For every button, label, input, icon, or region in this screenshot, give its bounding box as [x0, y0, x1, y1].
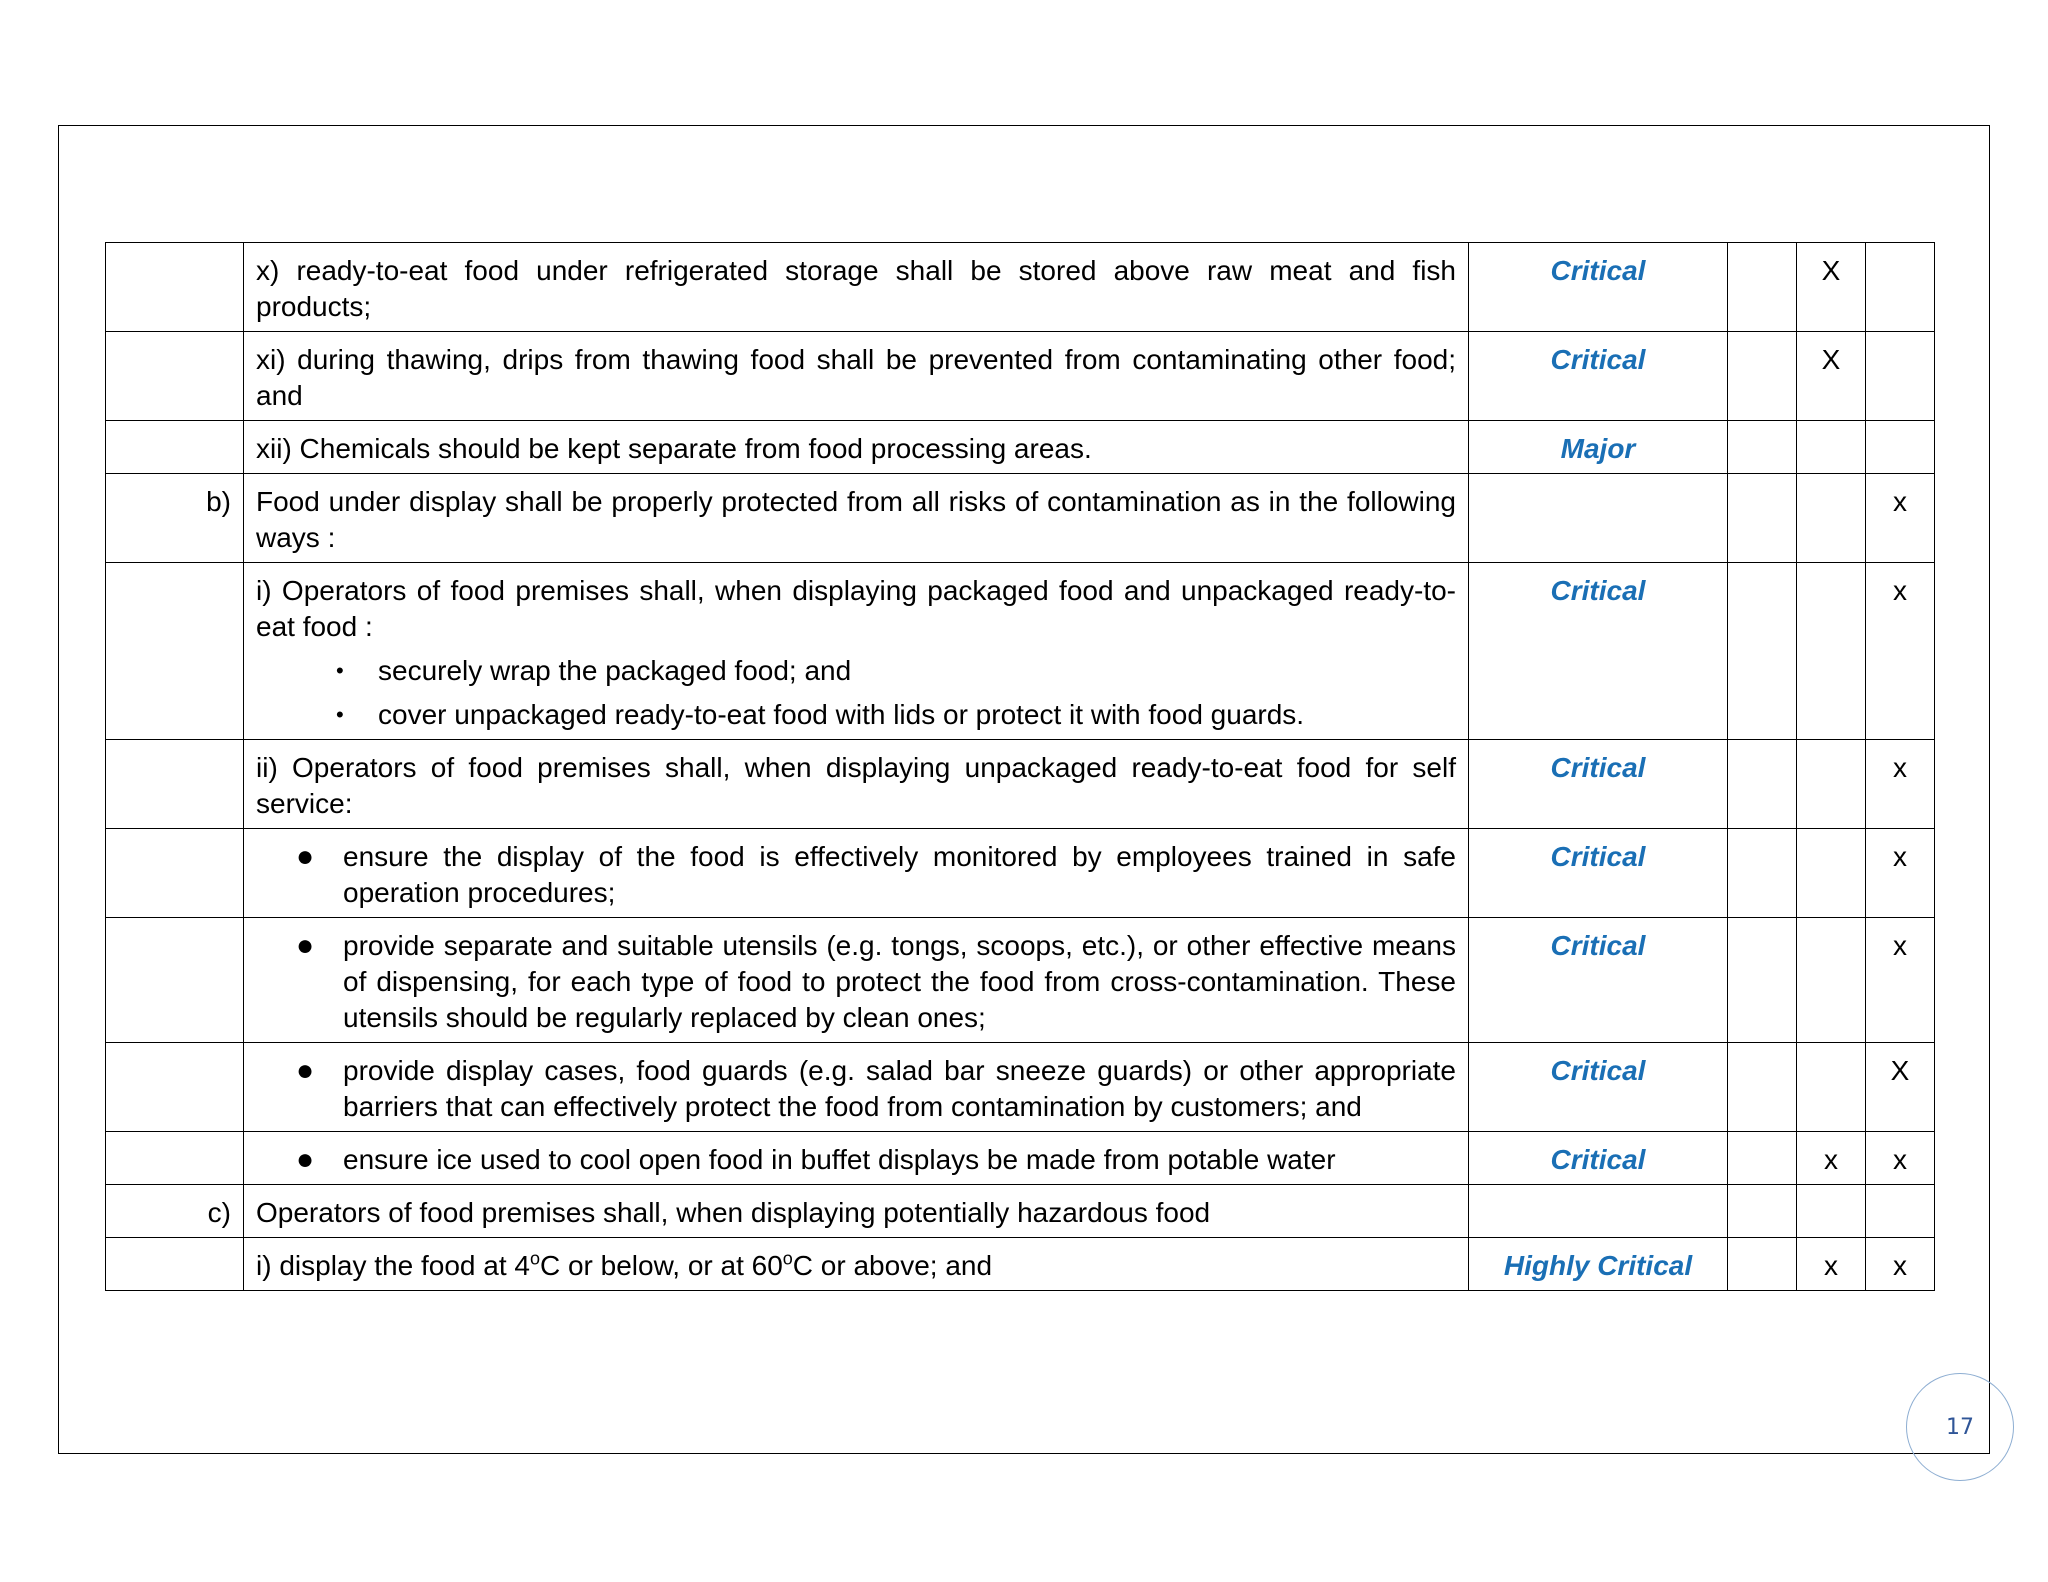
- list-item: [296, 1142, 1456, 1178]
- row-mark-1: [1728, 474, 1797, 563]
- row-mark-1: [1728, 563, 1797, 740]
- row-ref: [106, 421, 244, 474]
- row-ref: [106, 1132, 244, 1185]
- table-row: [106, 1043, 1935, 1132]
- row-mark-2: [1797, 474, 1866, 563]
- row-mark-1: [1728, 1238, 1797, 1291]
- bullet-text: securely wrap the packaged food; and: [378, 655, 852, 686]
- row-mark-2: X: [1797, 243, 1866, 332]
- bullet-icon: •: [336, 702, 344, 727]
- row-requirement: xii) Chemicals should be kept separate from food processing areas.: [244, 421, 1469, 474]
- bullet-icon: ●: [296, 1054, 315, 1087]
- row-mark-1: [1728, 740, 1797, 829]
- list-item: [336, 653, 1456, 689]
- row-classification: Critical: [1469, 829, 1728, 918]
- row-requirement-cell: [244, 918, 1469, 1043]
- list-item: [296, 1053, 1456, 1125]
- table-row: [106, 243, 1935, 332]
- bullet-icon: ●: [296, 1143, 315, 1176]
- bullet-icon: •: [336, 658, 344, 683]
- text-part: C or below, or at 60: [539, 1250, 783, 1281]
- row-mark-3: x: [1866, 1132, 1935, 1185]
- table-row: [106, 918, 1935, 1043]
- row-mark-3: x: [1866, 563, 1935, 740]
- page-number: 17: [1946, 1414, 1974, 1440]
- row-classification: Major: [1469, 421, 1728, 474]
- row-ref: [106, 243, 244, 332]
- row-classification: Critical: [1469, 740, 1728, 829]
- row-mark-3: x: [1866, 474, 1935, 563]
- row-ref: [106, 332, 244, 421]
- row-requirement: ensure the display of the food is effectively monitored by employees trained in safe operation procedures;: [343, 841, 1456, 908]
- page-number-badge: [1906, 1373, 2014, 1481]
- bullet-text: cover unpackaged ready-to-eat food with lids or protect it with food guards.: [378, 699, 1305, 730]
- row-mark-3: x: [1866, 740, 1935, 829]
- row-mark-3: [1866, 1185, 1935, 1238]
- row-mark-1: [1728, 1132, 1797, 1185]
- row-mark-3: [1866, 243, 1935, 332]
- row-requirement: [244, 1238, 1469, 1291]
- table-row: [106, 474, 1935, 563]
- row-requirement: Operators of food premises shall, when displaying potentially hazardous food: [244, 1185, 1469, 1238]
- row-requirement-cell: [244, 829, 1469, 918]
- row-requirement: ensure ice used to cool open food in buffet displays be made from potable water: [343, 1144, 1336, 1175]
- row-ref: c): [106, 1185, 244, 1238]
- row-classification: Critical: [1469, 563, 1728, 740]
- row-mark-1: [1728, 1185, 1797, 1238]
- row-mark-3: [1866, 421, 1935, 474]
- table-row: [106, 829, 1935, 918]
- row-classification: Highly Critical: [1469, 1238, 1728, 1291]
- row-mark-2: x: [1797, 1238, 1866, 1291]
- row-mark-2: X: [1797, 332, 1866, 421]
- row-mark-2: [1797, 740, 1866, 829]
- degree-superscript: o: [529, 1248, 540, 1269]
- row-requirement: i) Operators of food premises shall, when displaying packaged food and unpackaged ready-to-eat food :: [256, 575, 1456, 642]
- row-classification: Critical: [1469, 243, 1728, 332]
- row-mark-3: x: [1866, 829, 1935, 918]
- row-requirement-cell: [244, 563, 1469, 740]
- row-mark-1: [1728, 421, 1797, 474]
- table-row: [106, 1238, 1935, 1291]
- row-mark-1: [1728, 918, 1797, 1043]
- row-mark-1: [1728, 332, 1797, 421]
- row-mark-2: [1797, 421, 1866, 474]
- table-row: [106, 421, 1935, 474]
- row-classification: Critical: [1469, 1132, 1728, 1185]
- table-row: [106, 563, 1935, 740]
- row-mark-2: [1797, 829, 1866, 918]
- row-mark-2: [1797, 563, 1866, 740]
- row-mark-3: X: [1866, 1043, 1935, 1132]
- row-mark-2: [1797, 1043, 1866, 1132]
- list-item: [336, 697, 1456, 733]
- row-ref: [106, 1238, 244, 1291]
- row-requirement: ii) Operators of food premises shall, when displaying unpackaged ready-to-eat food for self service:: [244, 740, 1469, 829]
- table-row: [106, 1132, 1935, 1185]
- row-mark-2: x: [1797, 1132, 1866, 1185]
- row-mark-1: [1728, 243, 1797, 332]
- text-part: C or above; and: [792, 1250, 993, 1281]
- row-requirement: Food under display shall be properly protected from all risks of contamination as in the following ways :: [244, 474, 1469, 563]
- row-mark-3: [1866, 332, 1935, 421]
- text-part: i) display the food at 4: [256, 1250, 530, 1281]
- row-mark-2: [1797, 918, 1866, 1043]
- row-requirement: x) ready-to-eat food under refrigerated storage shall be stored above raw meat and fish products;: [244, 243, 1469, 332]
- row-mark-2: [1797, 1185, 1866, 1238]
- checklist-table: [105, 242, 1935, 1291]
- table-row: [106, 1185, 1935, 1238]
- row-classification: [1469, 1185, 1728, 1238]
- row-classification: Critical: [1469, 332, 1728, 421]
- bullet-icon: ●: [296, 929, 315, 962]
- list-item: [296, 839, 1456, 911]
- row-ref: [106, 1043, 244, 1132]
- degree-superscript: o: [782, 1248, 793, 1269]
- row-ref: [106, 918, 244, 1043]
- row-classification: Critical: [1469, 1043, 1728, 1132]
- row-mark-3: x: [1866, 1238, 1935, 1291]
- row-mark-1: [1728, 829, 1797, 918]
- row-mark-3: x: [1866, 918, 1935, 1043]
- bullet-icon: ●: [296, 840, 315, 873]
- row-requirement: provide separate and suitable utensils (e.g. tongs, scoops, etc.), or other effective means of dispensing, for each type of food to protect the food from cross-contamination. These utensils should be regularly replaced by clean ones;: [343, 930, 1456, 1033]
- row-classification: Critical: [1469, 918, 1728, 1043]
- list-item: [296, 928, 1456, 1036]
- row-requirement-cell: [244, 1043, 1469, 1132]
- row-classification: [1469, 474, 1728, 563]
- table-row: [106, 740, 1935, 829]
- row-requirement: provide display cases, food guards (e.g. salad bar sneeze guards) or other appropriate barriers that can effectively protect the food from contamination by customers; and: [343, 1055, 1456, 1122]
- row-ref: b): [106, 474, 244, 563]
- row-requirement: xi) during thawing, drips from thawing food shall be prevented from contaminating other food; and: [244, 332, 1469, 421]
- row-mark-1: [1728, 1043, 1797, 1132]
- row-ref: [106, 829, 244, 918]
- table-row: [106, 332, 1935, 421]
- row-ref: [106, 563, 244, 740]
- row-ref: [106, 740, 244, 829]
- row-requirement-cell: [244, 1132, 1469, 1185]
